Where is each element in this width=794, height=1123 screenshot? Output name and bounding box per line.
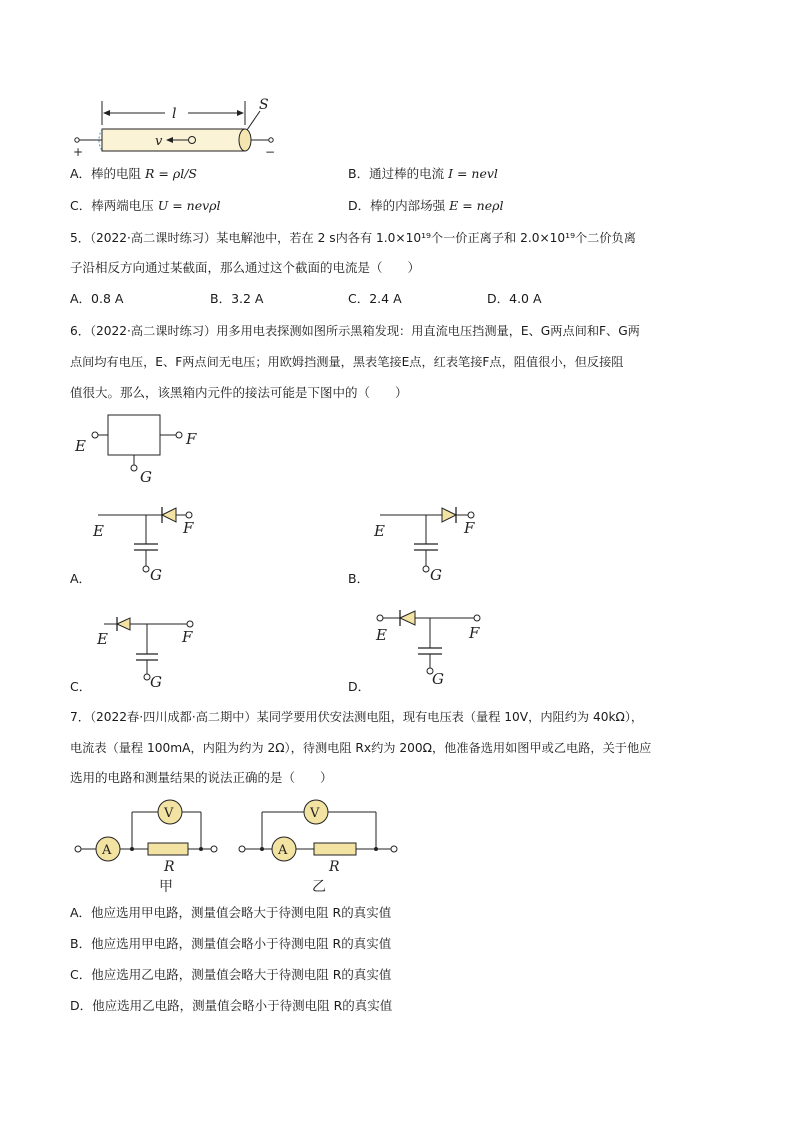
svg-text:G: G bbox=[430, 566, 442, 584]
q5-option-d: D．4.0 A bbox=[487, 291, 542, 306]
circuit-jia-label: 甲 bbox=[159, 879, 173, 895]
q6-circuit-b bbox=[370, 500, 495, 585]
svg-text:G: G bbox=[150, 673, 162, 691]
q6-stem-line2: 点间均有电压，E、F两点间无电压；用欧姆挡测量，黑表笔接E点，红表笔接F点，阻值很小，但反接阻 bbox=[70, 355, 624, 369]
q5-stem-line2: 子沿相反方向通过某截面，那么通过这个截面的电流是（ ） bbox=[70, 260, 421, 275]
svg-text:F: F bbox=[186, 430, 197, 448]
svg-text:F: F bbox=[469, 624, 480, 642]
q6-option-d-label: D． bbox=[348, 679, 371, 694]
svg-text:R: R bbox=[329, 859, 340, 875]
svg-text:E: E bbox=[75, 437, 86, 455]
svg-text:−: − bbox=[265, 145, 276, 157]
svg-text:+: + bbox=[73, 145, 84, 157]
q7-circuit-jia bbox=[70, 795, 230, 895]
svg-text:A: A bbox=[102, 843, 112, 858]
svg-text:G: G bbox=[150, 566, 162, 584]
svg-text:A: A bbox=[278, 843, 288, 858]
q6-circuit-a bbox=[88, 500, 213, 585]
svg-text:E: E bbox=[374, 522, 385, 540]
q5-option-b: B．3.2 A bbox=[210, 291, 264, 306]
q7-stem-line1: 7．（2022春·四川成都·高二期中）某同学要用伏安法测电阻，现有电压表（量程 10V，内阻约为 40kΩ）， bbox=[70, 710, 644, 724]
svg-text:F: F bbox=[464, 519, 475, 537]
q7-circuit-yi bbox=[236, 795, 406, 895]
q5-option-a: A．0.8 A bbox=[70, 291, 124, 306]
q5-option-c: C．2.4 A bbox=[348, 291, 402, 306]
q6-stem-line1: 6．（2022·高二课时练习）用多用电表探测如图所示黑箱发现：用直流电压挡测量，E、G两点间和F、G两 bbox=[70, 324, 640, 338]
q4-rod-figure bbox=[70, 95, 290, 157]
q7-option-b: B．他应选用甲电路，测量值会略小于待测电阻 R的真实值 bbox=[70, 936, 392, 951]
svg-text:F: F bbox=[183, 519, 194, 537]
svg-text:V: V bbox=[164, 806, 174, 821]
q4-option-a: A．棒的电阻 R = ρl/S bbox=[70, 166, 197, 181]
svg-text:v: v bbox=[155, 134, 163, 149]
svg-text:E: E bbox=[97, 630, 108, 648]
q4-option-d: D．棒的内部场强 E = neρl bbox=[348, 198, 504, 213]
q6-circuit-c bbox=[92, 612, 217, 694]
q5-stem-line1: 5．（2022·高二课时练习）某电解池中，若在 2 s内各有 1.0×10¹⁹个一价正离子和 2.0×10¹⁹个二价负离 bbox=[70, 231, 636, 245]
svg-text:F: F bbox=[182, 628, 193, 646]
svg-text:G: G bbox=[140, 468, 152, 485]
q7-stem-line2: 电流表（量程 100mA，内阻为约为 2Ω），待测电阻 Rx约为 200Ω，他准备选用如图甲或乙电路，关于他应 bbox=[70, 741, 652, 755]
q4-option-b: B．通过棒的电流 I = nevl bbox=[348, 166, 498, 181]
q6-option-a-label: A． bbox=[70, 571, 92, 586]
q6-option-b-label: B． bbox=[348, 571, 370, 586]
q7-option-c: C．他应选用乙电路，测量值会略大于待测电阻 R的真实值 bbox=[70, 967, 392, 982]
svg-text:V: V bbox=[310, 806, 320, 821]
q7-option-d: D．他应选用乙电路，测量值会略小于待测电阻 R的真实值 bbox=[70, 998, 393, 1013]
circuit-yi-label: 乙 bbox=[312, 879, 326, 895]
q6-black-box-figure bbox=[72, 410, 212, 485]
q7-stem-line3: 选用的电路和测量结果的说法正确的是（ ） bbox=[70, 770, 333, 785]
length-label: l bbox=[172, 106, 177, 122]
q7-option-a: A．他应选用甲电路，测量值会略大于待测电阻 R的真实值 bbox=[70, 905, 392, 920]
svg-text:S: S bbox=[259, 97, 269, 113]
svg-text:G: G bbox=[432, 670, 444, 688]
q6-circuit-d bbox=[372, 604, 502, 692]
q6-stem-line3: 值很大。那么，该黑箱内元件的接法可能是下图中的（ ） bbox=[70, 385, 408, 400]
svg-text:E: E bbox=[376, 626, 387, 644]
q6-option-c-label: C． bbox=[70, 679, 92, 694]
svg-text:E: E bbox=[93, 522, 104, 540]
q4-option-c: C．棒两端电压 U = nevρl bbox=[70, 198, 221, 213]
svg-text:R: R bbox=[164, 859, 175, 875]
